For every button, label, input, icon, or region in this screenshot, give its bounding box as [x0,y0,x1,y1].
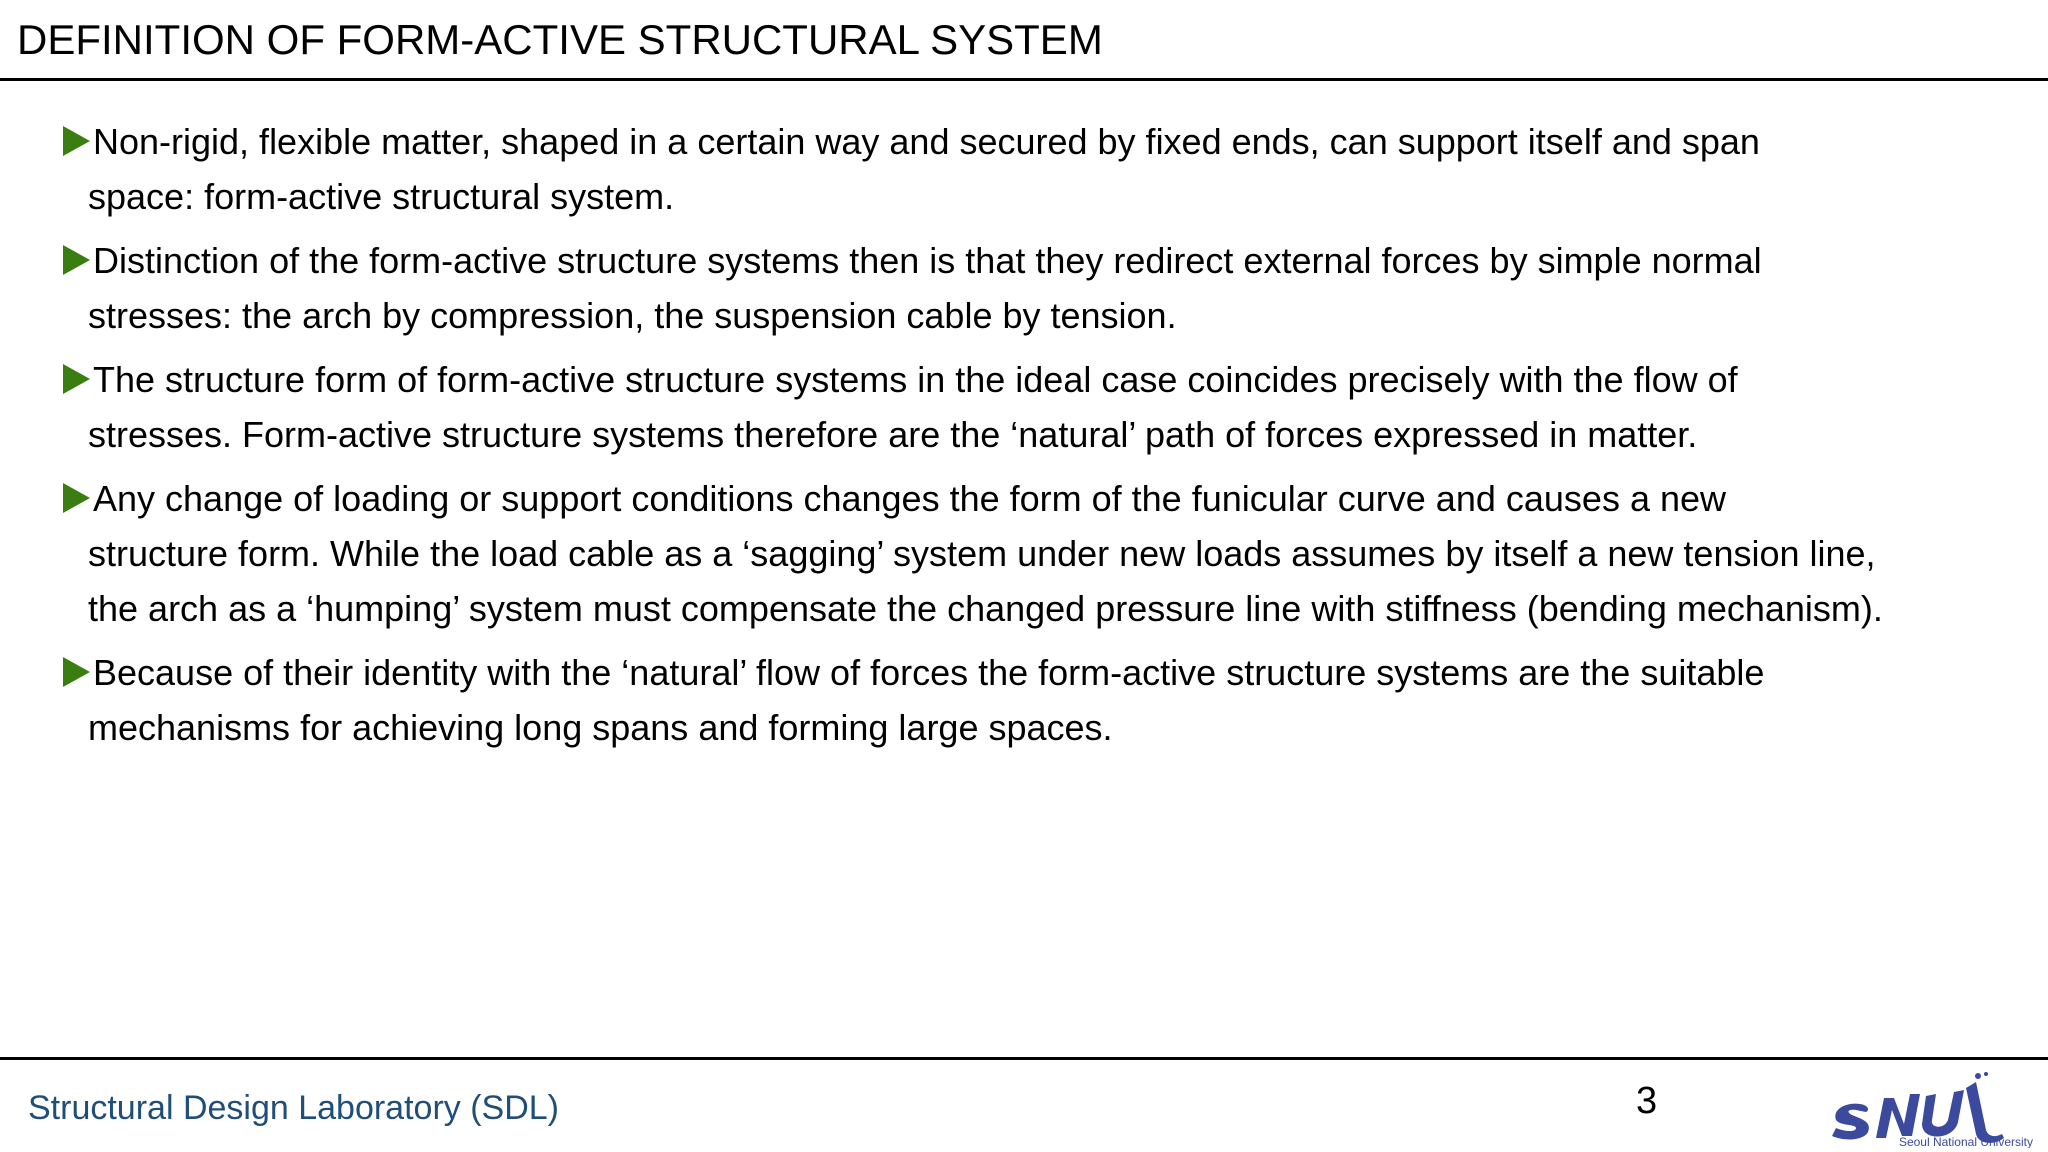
bullet-text-line: Because of their identity with the ‘natural’ flow of forces the form-active structure systems are the suitable [93,652,1765,693]
title-divider [0,78,2048,81]
play-arrow-icon [63,657,90,687]
logo-subtitle: Seoul National University [1898,1135,2033,1148]
footer-divider [0,1057,2048,1060]
bullet-text-line: stresses. Form-active structure systems therefore are the ‘natural’ path of forces expressed in matter. [88,414,1698,455]
bullet-text-line: Any change of loading or support conditions changes the form of the funicular curve and causes a new [93,478,1727,519]
page-number: 3 [1636,1080,1658,1122]
bullet-item [60,471,2020,636]
play-arrow-icon [63,364,90,394]
play-arrow-icon [63,245,90,275]
bullet-text-line: Non-rigid, flexible matter, shaped in a certain way and secured by fixed ends, can support itself and span [93,121,1760,162]
bullet-item [60,114,2020,224]
play-arrow-icon [63,126,90,156]
bullet-text-line: stresses: the arch by compression, the suspension cable by tension. [88,295,1177,336]
snu-logo [1826,1068,2036,1148]
bullet-item [60,645,2020,755]
bullet-text-line: Distinction of the form-active structure systems then is that they redirect external forces by simple normal [93,240,1762,281]
play-arrow-icon [63,483,90,513]
bullet-text-line: the arch as a ‘humping’ system must compensate the changed pressure line with stiffness (bending mechanism). [88,588,1883,629]
bullet-list [60,114,2020,764]
slide-title: DEFINITION OF FORM-ACTIVE STRUCTURAL SYSTEM [17,16,1103,63]
bullet-item [60,352,2020,462]
bullet-text-line: structure form. While the load cable as a ‘sagging’ system under new loads assumes by itself a new tension line, [88,533,1876,574]
bullet-text-line: The structure form of form-active structure systems in the ideal case coincides precisely with the flow of [93,359,1738,400]
bullet-text-line: space: form-active structural system. [88,176,675,217]
bullet-item [60,233,2020,343]
bullet-text-line: mechanisms for achieving long spans and forming large spaces. [88,707,1113,748]
footer-lab-name: Structural Design Laboratory (SDL) [28,1089,560,1127]
